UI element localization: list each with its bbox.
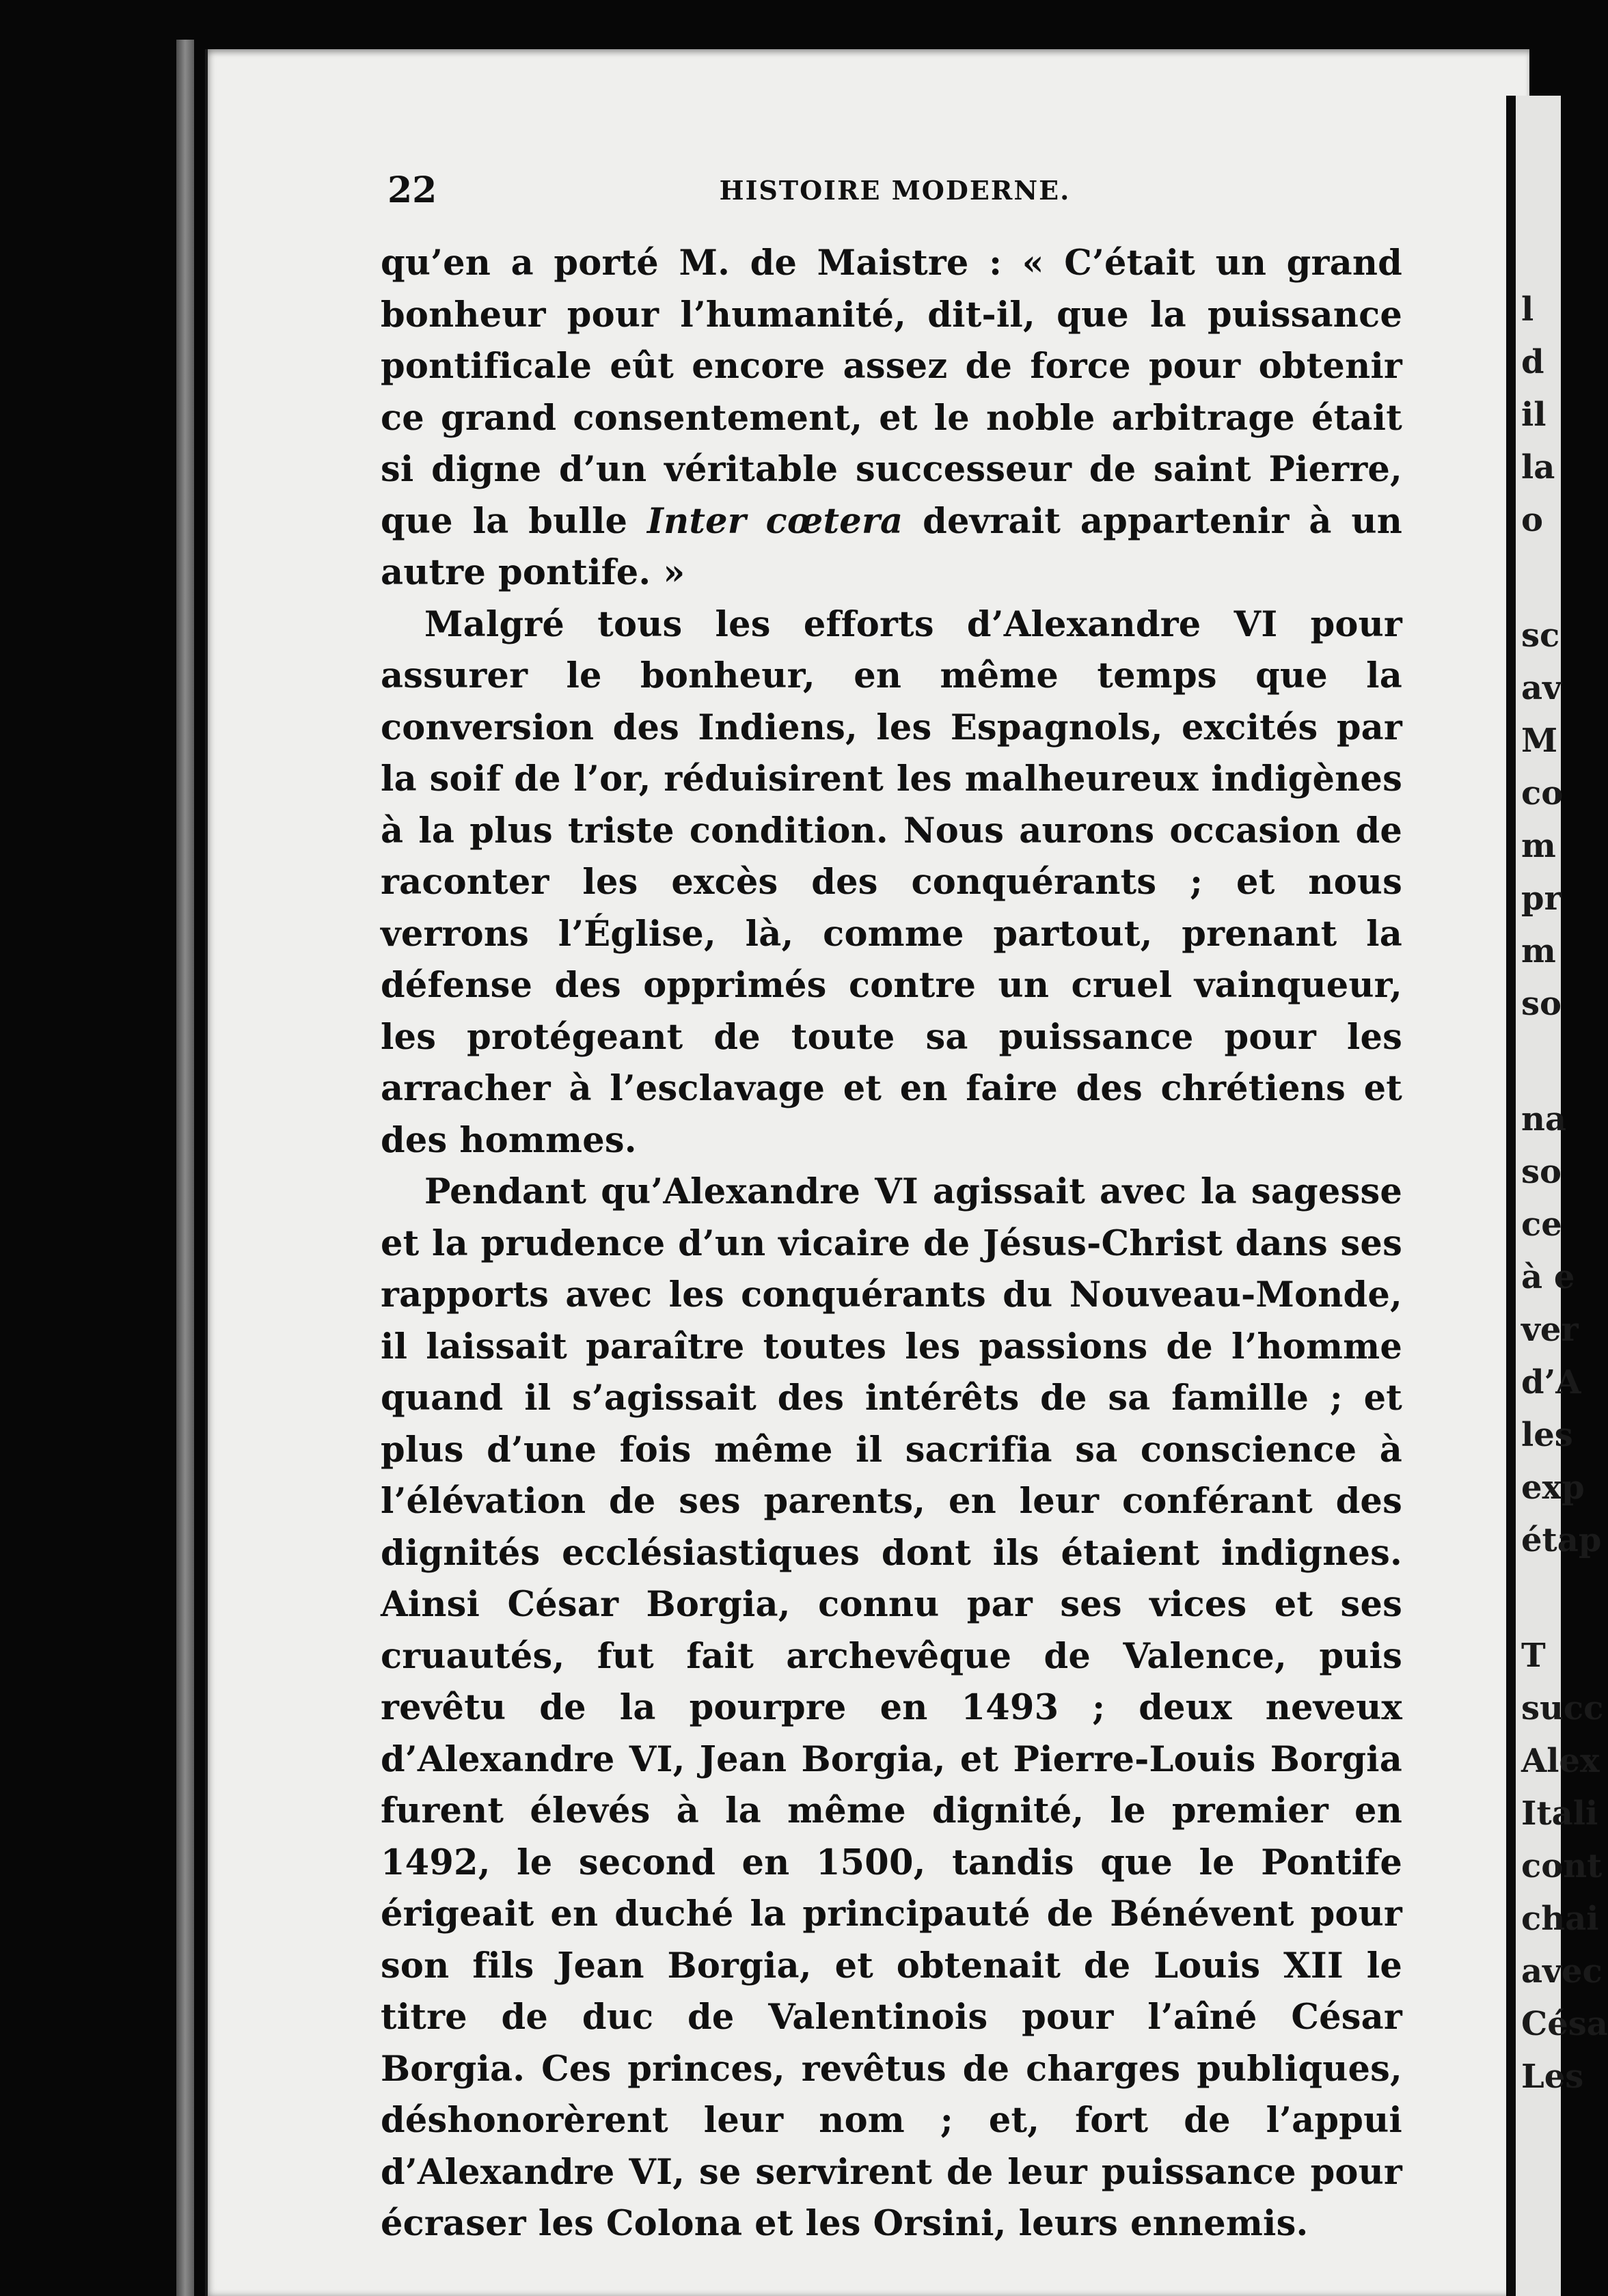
fragment-line: so — [1521, 985, 1562, 1023]
fragment-line: na — [1521, 1100, 1566, 1138]
fragment-line: à e — [1521, 1258, 1575, 1296]
fragment-line: m — [1521, 827, 1556, 865]
fragment-line: T — [1521, 1637, 1546, 1675]
fragment-line: la — [1521, 448, 1555, 487]
fragment-line: succ — [1521, 1689, 1604, 1727]
fragment-line: o — [1521, 501, 1544, 539]
facing-page-fragment — [1506, 96, 1608, 2296]
fragment-line: co — [1521, 774, 1564, 812]
running-title: HISTOIRE MODERNE. — [719, 175, 1071, 206]
fragment-line: il — [1521, 396, 1546, 434]
fragment-line: ce — [1521, 1205, 1562, 1244]
fragment-line: Césa — [1521, 2005, 1608, 2043]
facing-page-gutter — [1506, 96, 1516, 2296]
fragment-line: Les — [1521, 2058, 1584, 2096]
fragment-line: avec — [1521, 1952, 1603, 1991]
fragment-line: Alex — [1521, 1742, 1600, 1780]
fragment-line: chai — [1521, 1900, 1599, 1938]
paragraph-1-part-1: qu’en a porté M. de Maistre : « C’était un grand bonheur pour l’humanité, dit-il, que la puissance pontificale eût encore assez de force pour obtenir ce grand consentement, et le noble arbitrage était si digne d’un véritable successeur de saint Pierre, que la bulle — [381, 243, 1402, 542]
page-edge — [205, 49, 208, 2296]
fragment-line: d’A — [1521, 1363, 1581, 1402]
fragment-line: d — [1521, 343, 1544, 381]
paragraph-1 — [381, 238, 1402, 599]
fragment-line: m — [1521, 932, 1556, 970]
fragment-line: pr — [1521, 879, 1562, 918]
fragment-line: cont — [1521, 1847, 1603, 1885]
fragment-line: étap — [1521, 1521, 1602, 1559]
fragment-line: Itali — [1521, 1794, 1598, 1833]
fragment-line: sc — [1521, 616, 1560, 655]
body-text — [381, 238, 1402, 2250]
fragment-line: so — [1521, 1153, 1562, 1191]
paragraph-2: Malgré tous les efforts d’Alexandre VI pour assurer le bonheur, en même temps que la conversion des Indiens, les Espagnols, excités par la soif de l’or, réduisirent les malheureux indigènes à la plus triste condition. Nous aurons occasion de raconter les excès des conquérants ; et nous verrons l’Église, là, comme partout, prenant la défense des opprimés contre un cruel vainqueur, les protégeant de toute sa puissance pour les arracher à l’esclavage et en faire des chrétiens et des hommes. — [381, 603, 1402, 1161]
page-header — [387, 169, 1402, 224]
scan-gutter-strip — [176, 40, 194, 2296]
fragment-line: av — [1521, 669, 1562, 707]
paragraph-3: Pendant qu’Alexandre VI agissait avec la sagesse et la prudence d’un vicaire de Jésus-Christ dans ses rapports avec les conquérants du Nouveau-Monde, il laissait paraître toutes les passions de l’homme quand il s’agissait des intérêts de sa famille ; et plus d’une fois même il sacrifia sa conscience à l’élévation de ses parents, en leur conférant des dignités ecclésiastiques dont ils étaient indignes. Ainsi César Borgia, connu par ses vices et ses cruautés, fut fait archevêque de Valence, puis revêtu de la pourpre en 1493 ; deux neveux d’Alexandre VI, Jean Borgia, et Pierre-Louis Borgia furent élevés à la même dignité, le premier en 1492, le second en 1500, tandis que le Pontife érigeait en duché la principauté de Bénévent pour son fils Jean Borgia, et obtenait de Louis XII le titre de duc de Valentinois pour l’aîné César Borgia. Ces princes, revêtus de charges publiques, déshonorèrent leur nom ; et, fort de l’appui d’Alexandre VI, se servirent de leur puissance pour écraser les Colona et les Orsini, leurs ennemis. — [381, 1171, 1402, 2244]
bull-title: Inter cœtera — [647, 500, 903, 542]
fragment-line: M — [1521, 722, 1558, 760]
fragment-line: ver — [1521, 1311, 1579, 1349]
page-number: 22 — [387, 169, 437, 211]
fragment-line: les — [1521, 1416, 1573, 1454]
fragment-line: exp — [1521, 1468, 1585, 1507]
fragment-line: l — [1521, 290, 1534, 329]
paragraph-1-part-2: devrait appartenir à un autre pontife. » — [381, 500, 1402, 593]
